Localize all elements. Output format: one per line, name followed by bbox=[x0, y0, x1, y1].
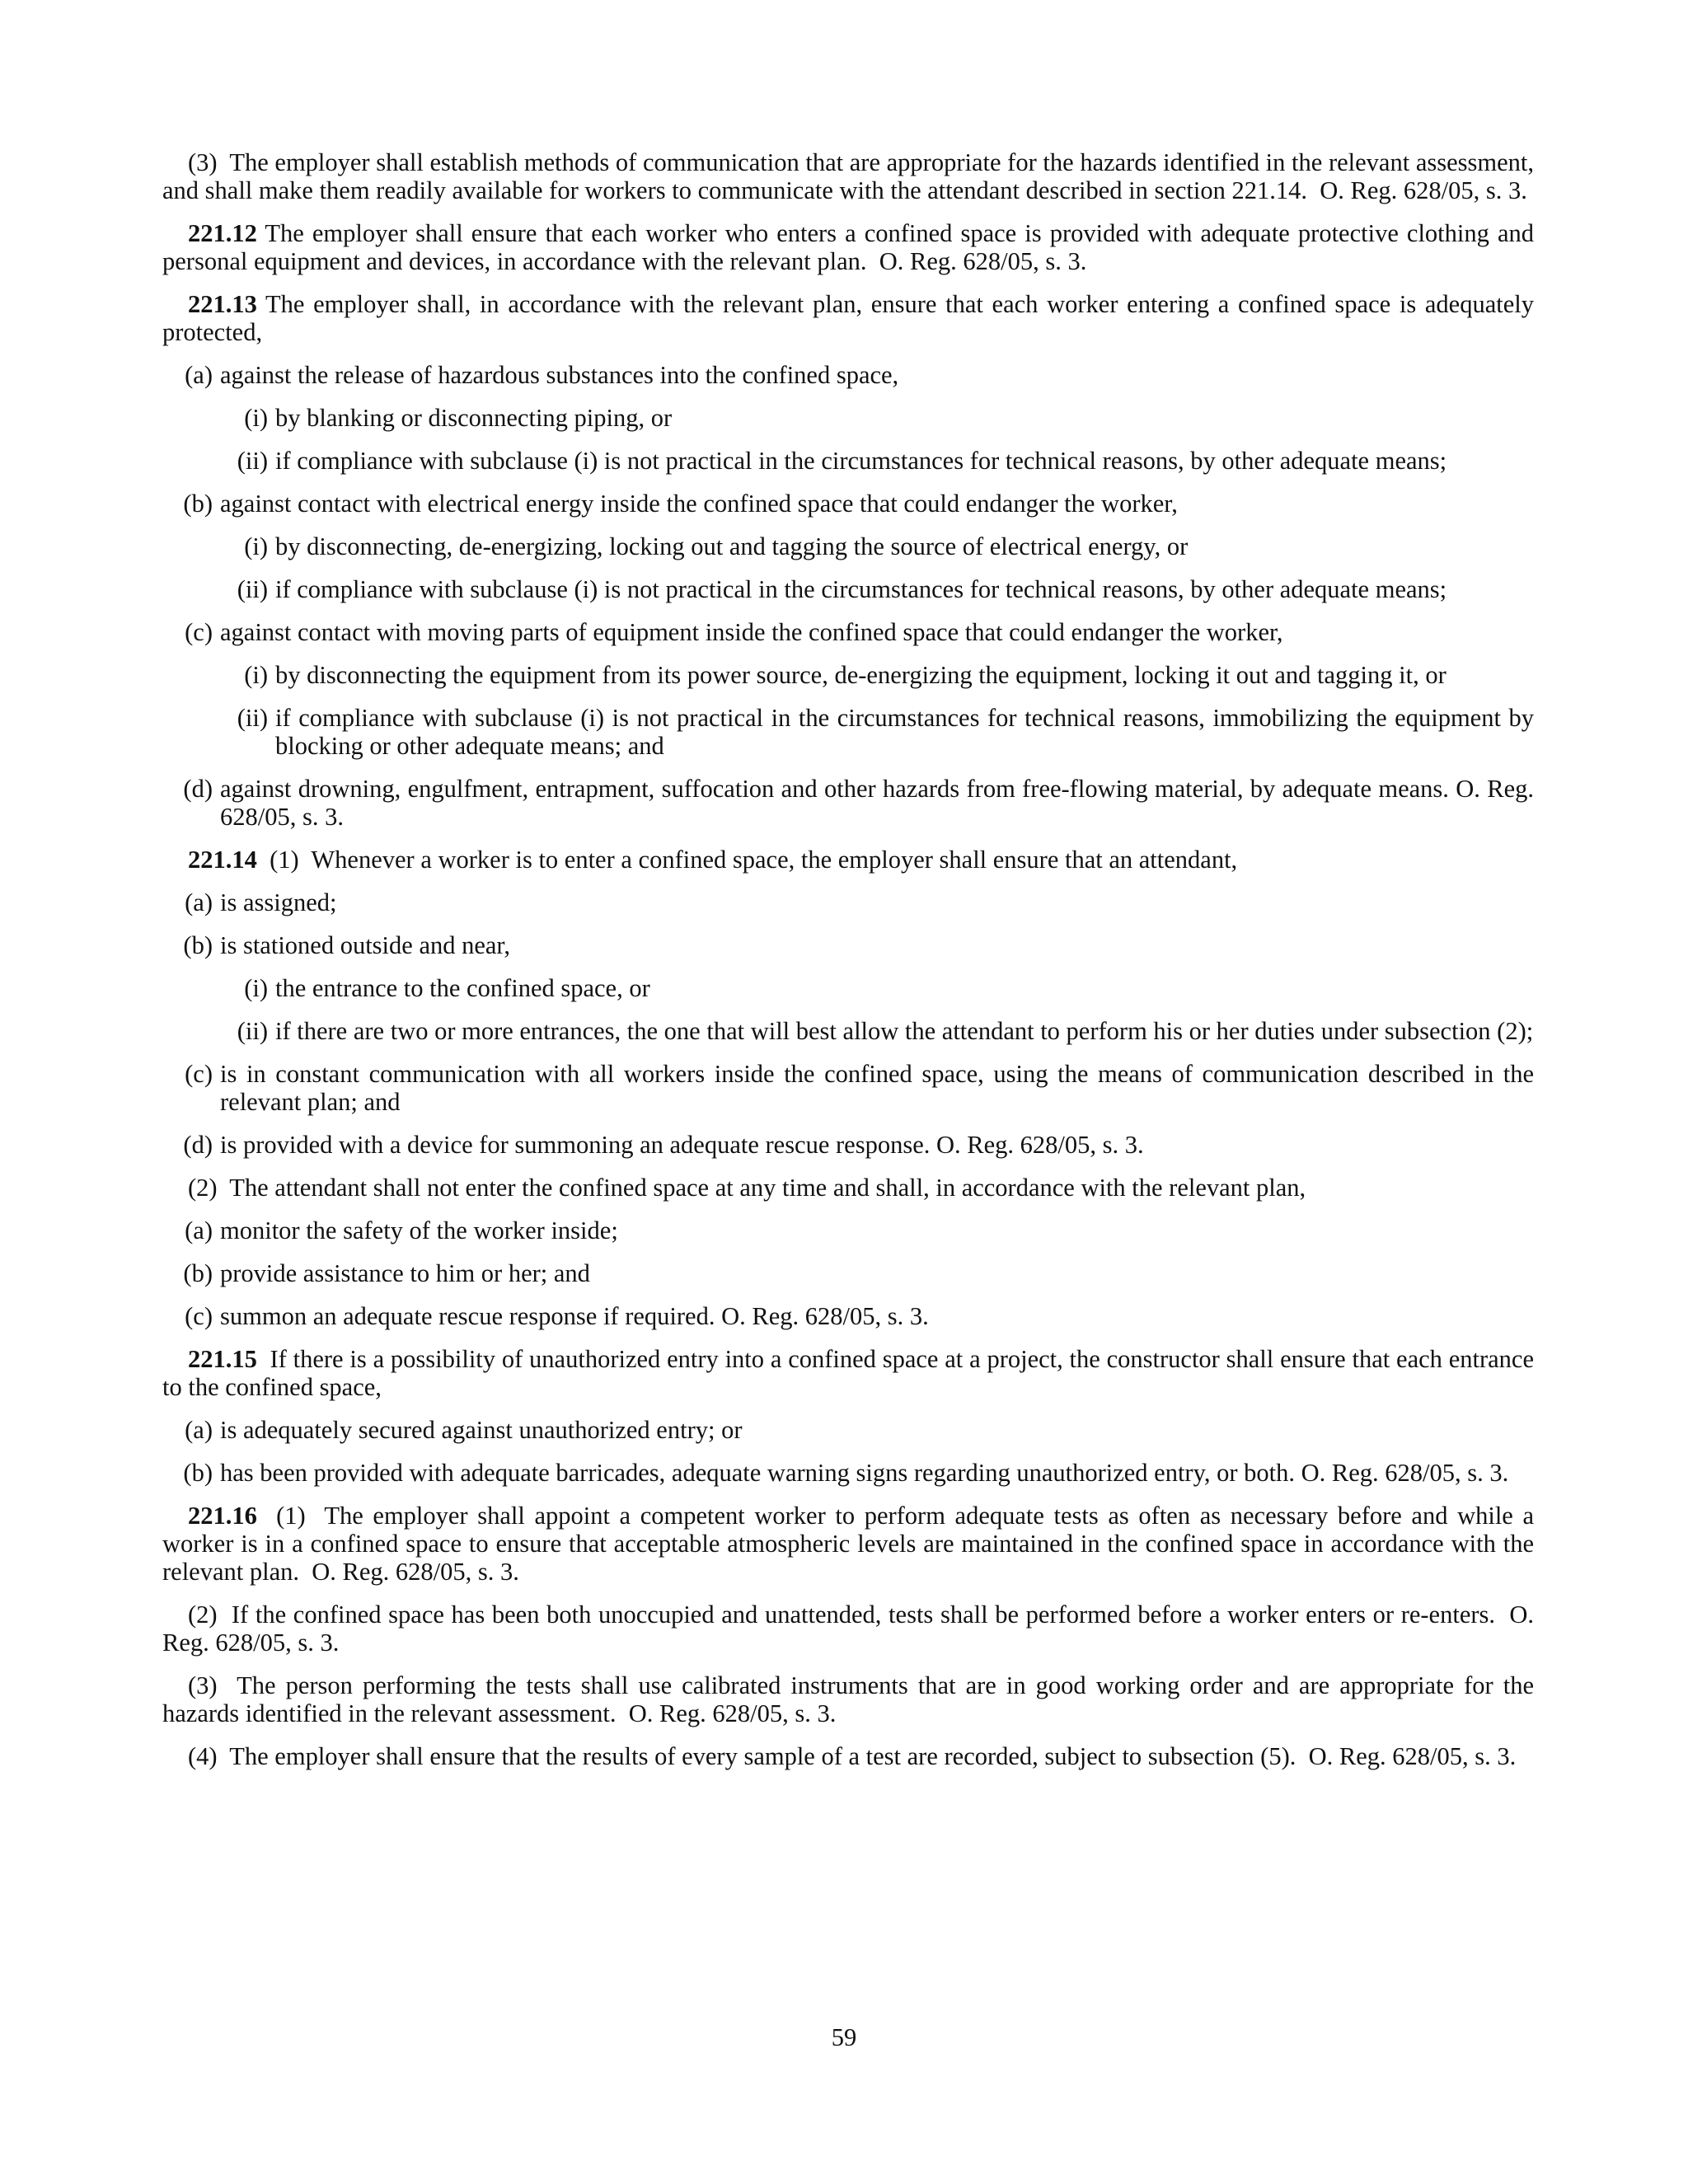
clause-item bbox=[162, 775, 1534, 831]
subclause-text: if compliance with subclause (i) is not practical in the circumstances for technical reasons, immobilizing the equipment by blocking or other adequate means; and bbox=[275, 704, 1534, 760]
clause-label: (c) bbox=[185, 1302, 213, 1330]
clause-item bbox=[162, 888, 1534, 916]
clause-item bbox=[162, 1416, 1534, 1444]
subclause-item bbox=[162, 1017, 1534, 1045]
clause-text: against contact with moving parts of equipment inside the confined space that could endanger the worker, bbox=[220, 618, 1283, 646]
clause-text: monitor the safety of the worker inside; bbox=[220, 1216, 618, 1244]
clause-item bbox=[162, 361, 1534, 389]
section-number: 221.13 bbox=[188, 290, 257, 318]
clause-text: is provided with a device for summoning an adequate rescue response. O. Reg. 628/05, s. 3. bbox=[220, 1131, 1144, 1159]
section-number: 221.12 bbox=[188, 219, 257, 247]
paragraph bbox=[162, 1671, 1540, 1727]
subclause-text: by blanking or disconnecting piping, or bbox=[275, 404, 673, 432]
clause-item bbox=[162, 1060, 1534, 1116]
page-number: 59 bbox=[831, 2023, 857, 2051]
paragraph-text: (1) Whenever a worker is to enter a confined space, the employer shall ensure that an attendant, bbox=[256, 846, 1238, 874]
clause-label: (a) bbox=[185, 1216, 213, 1244]
clause-label: (a) bbox=[185, 888, 213, 916]
paragraph-text: If there is a possibility of unauthorized entry into a confined space at a project, the constructor shall ensure that each entrance to the confined space, bbox=[162, 1345, 1540, 1401]
paragraph bbox=[162, 1502, 1540, 1586]
subclause-label: (i) bbox=[244, 661, 268, 689]
paragraph bbox=[162, 219, 1540, 275]
paragraph bbox=[162, 148, 1540, 204]
clause-text: is assigned; bbox=[220, 888, 337, 916]
paragraph-text: The employer shall, in accordance with the relevant plan, ensure that each worker entering a confined space is adequately protected, bbox=[162, 290, 1540, 346]
paragraph-text: The employer shall ensure that each worker who enters a confined space is provided with adequate protective clothing and personal equipment and devices, in accordance with the relevant plan. O. Reg. 628/05, s. 3. bbox=[162, 219, 1540, 275]
clause-label: (b) bbox=[183, 1259, 213, 1287]
paragraph bbox=[162, 1174, 1534, 1202]
paragraph-text: (2) The attendant shall not enter the confined space at any time and shall, in accordance with the relevant plan, bbox=[188, 1174, 1306, 1202]
clause-label: (b) bbox=[183, 490, 213, 518]
section-number: 221.14 bbox=[188, 846, 257, 874]
subclause-label: (ii) bbox=[237, 1017, 268, 1045]
clause-text: against drowning, engulfment, entrapment, suffocation and other hazards from free-flowing material, by adequate means. O. Reg. 628/05, s. 3. bbox=[220, 775, 1534, 831]
clause-label: (c) bbox=[185, 1060, 213, 1088]
clause-text: against the release of hazardous substances into the confined space, bbox=[220, 361, 899, 389]
subclause-label: (i) bbox=[244, 974, 268, 1002]
paragraph-text: (3) The employer shall establish methods of communication that are appropriate for the hazards identified in the relevant assessment, and shall make them readily available for workers to communicate with the attendant described in section 221.14. O. Reg. 628/05, s. 3. bbox=[162, 148, 1540, 204]
clause-text: is stationed outside and near, bbox=[220, 931, 510, 959]
subclause-item bbox=[162, 661, 1534, 689]
subclause-item bbox=[162, 704, 1534, 760]
clause-item bbox=[162, 931, 1534, 959]
paragraph-text: (2) If the confined space has been both unoccupied and unattended, tests shall be performed before a worker enters or re-enters. O. Reg. 628/05, s. 3. bbox=[162, 1601, 1540, 1657]
subclause-label: (ii) bbox=[237, 575, 268, 603]
clause-text: is adequately secured against unauthorized entry; or bbox=[220, 1416, 743, 1444]
clause-item bbox=[162, 1459, 1534, 1487]
clause-item bbox=[162, 618, 1534, 646]
subclause-item bbox=[162, 974, 1534, 1002]
section-number: 221.16 bbox=[188, 1502, 257, 1530]
regulation-text bbox=[162, 148, 1540, 1785]
subclause-text: if there are two or more entrances, the one that will best allow the attendant to perform his or her duties under subsection (2); bbox=[275, 1017, 1534, 1045]
paragraph-text: (4) The employer shall ensure that the results of every sample of a test are recorded, subject to subsection (5). O. Reg. 628/05, s. 3. bbox=[188, 1742, 1517, 1770]
clause-text: against contact with electrical energy inside the confined space that could endanger the worker, bbox=[220, 490, 1178, 518]
clause-label: (c) bbox=[185, 618, 213, 646]
clause-item bbox=[162, 1131, 1534, 1159]
paragraph-text: (1) The employer shall appoint a competent worker to perform adequate tests as often as necessary before and while a worker is in a confined space to ensure that acceptable atmospheric levels are maintained in the confined space in accordance with the relevant plan. O. Reg. 628/05, s. 3. bbox=[162, 1502, 1540, 1586]
clause-text: has been provided with adequate barricades, adequate warning signs regarding unauthorized entry, or both. O. Reg. 628/05, s. 3. bbox=[220, 1459, 1509, 1487]
subclause-text: the entrance to the confined space, or bbox=[275, 974, 650, 1002]
subclause-item bbox=[162, 447, 1534, 475]
subclause-item bbox=[162, 575, 1534, 603]
clause-item bbox=[162, 1216, 1534, 1244]
paragraph-text: (3) The person performing the tests shall use calibrated instruments that are in good working order and are appropriate for the hazards identified in the relevant assessment. O. Reg. 628/05, s. 3. bbox=[162, 1671, 1540, 1727]
subclause-text: if compliance with subclause (i) is not practical in the circumstances for technical reasons, by other adequate means; bbox=[275, 575, 1447, 603]
clause-label: (a) bbox=[185, 361, 213, 389]
clause-item bbox=[162, 1302, 1534, 1330]
subclause-label: (ii) bbox=[237, 447, 268, 475]
clause-text: is in constant communication with all workers inside the confined space, using the means of communication described in the relevant plan; and bbox=[220, 1060, 1534, 1116]
subclause-label: (i) bbox=[244, 532, 268, 560]
paragraph bbox=[162, 1345, 1540, 1401]
clause-text: summon an adequate rescue response if required. O. Reg. 628/05, s. 3. bbox=[220, 1302, 929, 1330]
subclause-label: (i) bbox=[244, 404, 268, 432]
clause-label: (d) bbox=[183, 1131, 213, 1159]
clause-item bbox=[162, 490, 1534, 518]
clause-label: (b) bbox=[183, 1459, 213, 1487]
paragraph bbox=[162, 1742, 1534, 1770]
paragraph bbox=[162, 846, 1534, 874]
subclause-item bbox=[162, 532, 1534, 560]
subclause-text: by disconnecting the equipment from its power source, de-energizing the equipment, locking it out and tagging it, or bbox=[275, 661, 1447, 689]
section-number: 221.15 bbox=[188, 1345, 257, 1373]
subclause-item bbox=[162, 404, 1534, 432]
subclause-label: (ii) bbox=[237, 704, 268, 732]
paragraph bbox=[162, 290, 1540, 346]
clause-label: (b) bbox=[183, 931, 213, 959]
paragraph bbox=[162, 1601, 1540, 1657]
clause-text: provide assistance to him or her; and bbox=[220, 1259, 590, 1287]
clause-label: (d) bbox=[183, 775, 213, 803]
clause-item bbox=[162, 1259, 1534, 1287]
subclause-text: by disconnecting, de-energizing, locking out and tagging the source of electrical energy, or bbox=[275, 532, 1189, 560]
subclause-text: if compliance with subclause (i) is not practical in the circumstances for technical reasons, by other adequate means; bbox=[275, 447, 1447, 475]
clause-label: (a) bbox=[185, 1416, 213, 1444]
